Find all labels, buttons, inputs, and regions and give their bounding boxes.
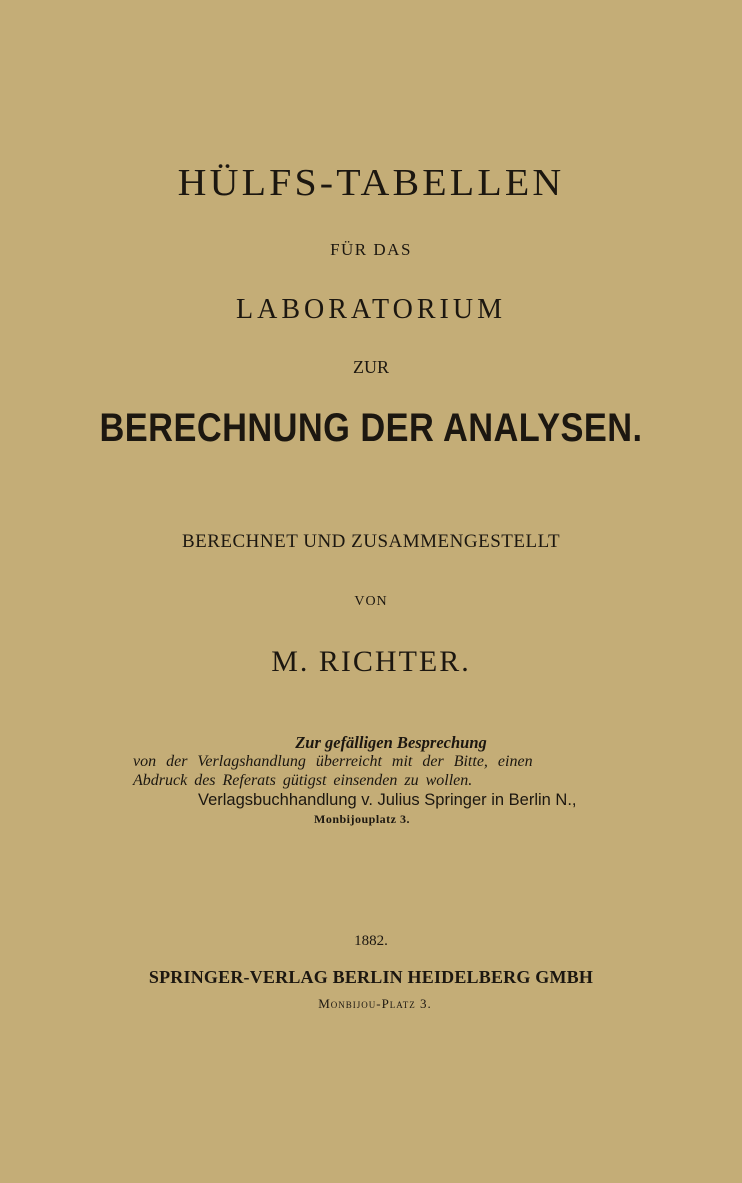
title-fur-das: FÜR DAS	[330, 240, 412, 259]
subtitle: BERECHNET UND ZUSAMMENGESTELLT	[181, 531, 561, 552]
publisher-address: Monbijou-Platz 3.	[318, 996, 432, 1011]
title-berechnung: BERECHNUNG DER ANALYSEN.	[99, 406, 643, 450]
stamp-line-1: von der Verlagshandlung überreicht mit der Bitte, einen	[133, 753, 533, 770]
publication-year: 1882.	[354, 933, 388, 949]
title-laboratorium: LABORATORIUM	[236, 294, 506, 325]
author-name: M. RICHTER.	[271, 645, 471, 678]
title-main: HÜLFS-TABELLEN	[177, 162, 565, 204]
by-label: VON	[354, 594, 388, 609]
publisher-name: SPRINGER-VERLAG BERLIN HEIDELBERG GMBH	[148, 967, 594, 987]
stamp-publisher-line: Verlagsbuchhandlung v. Julius Springer in Berlin N.,	[198, 791, 577, 809]
stamp-line-2: Abdruck des Referats gütigst einsenden zu wollen.	[133, 772, 473, 789]
stamp-address-line: Monbijouplatz 3.	[314, 812, 411, 826]
title-zur: ZUR	[353, 357, 389, 377]
stamp-heading: Zur gefälligen Besprechung	[295, 733, 487, 752]
